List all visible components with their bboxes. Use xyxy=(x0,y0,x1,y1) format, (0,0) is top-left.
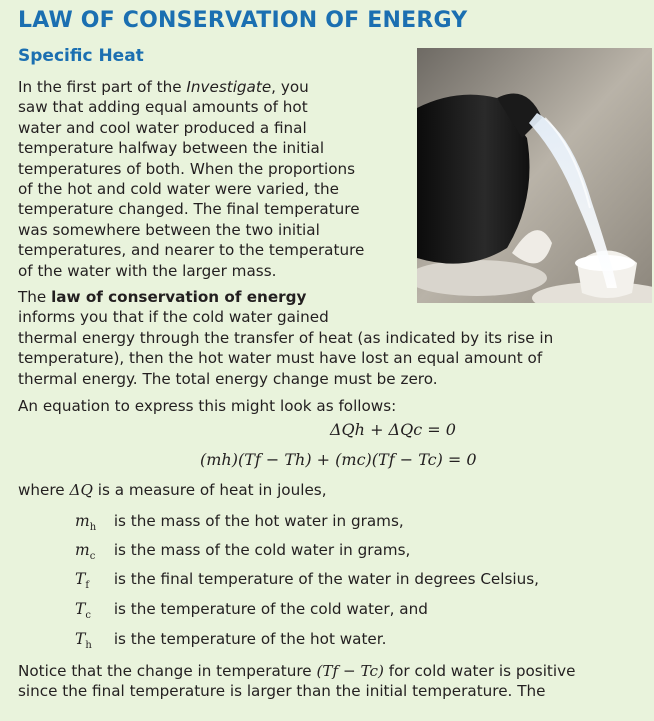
definition-item xyxy=(75,570,539,591)
paragraph-line: temperatures, and nearer to the temperature xyxy=(18,241,365,260)
paragraph-line: temperatures of both. When the proportions xyxy=(18,159,356,178)
conservation-paragraph xyxy=(18,287,638,389)
variable-symbol: $T_f$ xyxy=(75,570,90,592)
notice-paragraph xyxy=(18,661,638,702)
variable-symbol: $T_c$ xyxy=(75,600,91,622)
paragraph-line: of the water with the larger mass. xyxy=(18,261,277,280)
paragraph-line: In the first part of the Investigate, you xyxy=(18,78,309,96)
subsection-heading: Specific Heat xyxy=(18,46,144,66)
paragraph-line: temperature), then the hot water must have lost an equal amount of xyxy=(18,349,543,368)
where-clause: where ΔQ is a measure of heat in joules, xyxy=(18,481,327,499)
section-heading: LAW OF CONSERVATION OF ENERGY xyxy=(18,8,468,33)
intro-paragraph xyxy=(18,77,403,281)
paragraph-line: informs you that if the cold water gained xyxy=(18,308,329,327)
paragraph-line: water and cool water produced a final xyxy=(18,118,307,137)
paragraph-line: of the hot and cold water were varied, the xyxy=(18,180,339,199)
definition-text: is the mass of the cold water in grams, xyxy=(113,541,411,559)
definition-item xyxy=(75,600,428,621)
temperature-change-expression: (Tf − Tc) xyxy=(316,662,384,680)
paragraph-line: thermal energy. The total energy change must be zero. xyxy=(18,369,438,388)
definition-item xyxy=(75,630,386,651)
investigate-emphasis: Investigate xyxy=(186,78,272,96)
definition-item xyxy=(75,541,410,562)
variable-symbol: $m_h$ xyxy=(75,512,97,534)
expanded-equation: (mh)(Tf − Th) + (mc)(Tf − Tc) = 0 xyxy=(200,450,477,469)
key-term: law of conservation of energy xyxy=(51,288,307,306)
pouring-water-illustration xyxy=(417,48,652,303)
paragraph-line: was somewhere between the two initial xyxy=(18,220,320,239)
heat-symbol: ΔQ xyxy=(69,481,93,499)
definition-item xyxy=(75,512,404,533)
paragraph-line: temperature changed. The final temperature xyxy=(18,200,360,219)
paragraph-line: since the final temperature is larger than the initial temperature. The xyxy=(18,682,546,701)
paragraph-line: saw that adding equal amounts of hot xyxy=(18,98,308,117)
paragraph-line: thermal energy through the transfer of heat (as indicated by its rise in xyxy=(18,328,554,347)
definition-text: is the mass of the hot water in grams, xyxy=(113,512,404,530)
equation-text: ΔQh + ΔQc = 0 xyxy=(330,420,456,439)
variable-symbol: $T_h$ xyxy=(75,630,92,652)
definition-text: is the final temperature of the water in degrees Celsius, xyxy=(113,570,539,588)
definition-text: is the temperature of the cold water, and xyxy=(113,600,428,618)
paragraph-line: Notice that the change in temperature (Tf − Tc) for cold water is positive xyxy=(18,662,576,680)
definition-text: is the temperature of the hot water. xyxy=(113,630,387,648)
variable-symbol: $m_c$ xyxy=(75,541,96,563)
paragraph-line: temperature halfway between the initial xyxy=(18,139,325,158)
pouring-water-photo xyxy=(417,48,652,303)
equation-intro: An equation to express this might look as follows: xyxy=(18,397,397,415)
paragraph-line: The law of conservation of energy xyxy=(18,288,307,306)
